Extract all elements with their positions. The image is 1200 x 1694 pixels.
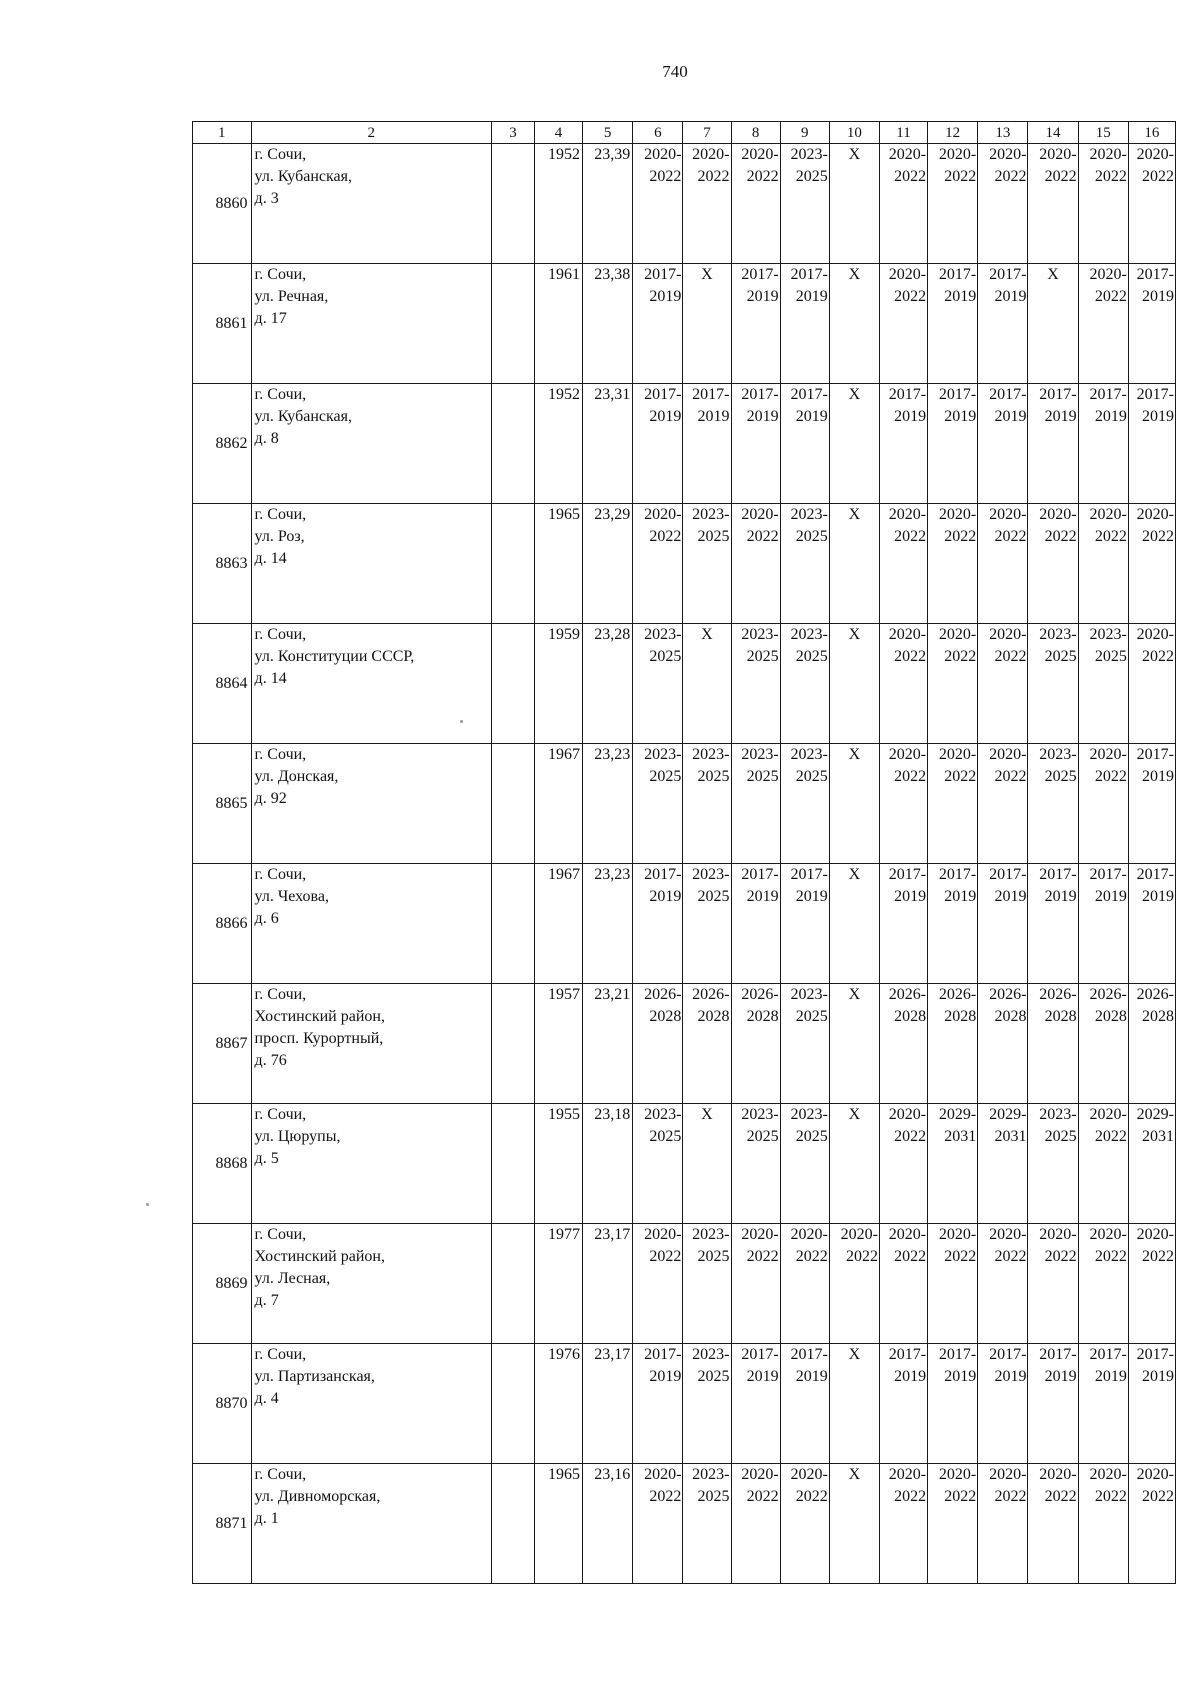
address-cell [251,744,492,864]
period-cell: 2023- 2025 [683,1344,731,1464]
period-cell: 2020- 2022 [1028,504,1078,624]
period-cell: 2023- 2025 [780,624,829,744]
period-cell: 2020- 2022 [928,144,978,264]
address-line: ул. Дивноморская, [254,1488,381,1505]
period-cell: 2020- 2022 [978,744,1028,864]
address-line: г. Сочи, [254,386,307,403]
value-cell: 23,31 [583,384,633,504]
address-line: ул. Речная, [254,288,329,305]
column-number-header: 1 [193,122,252,144]
period-cell: 2020- 2022 [1128,1224,1175,1344]
period-cell: 2020- 2022 [1078,1104,1128,1224]
period-cell: 2020- 2022 [879,1224,927,1344]
address-line: д. 76 [254,1052,287,1069]
address-cell [251,1464,492,1584]
period-cell: 2020- 2022 [683,144,731,264]
period-cell: 2020- 2022 [1078,1224,1128,1344]
address-line: ул. Лесная, [254,1270,331,1287]
column-number-header: 5 [583,122,633,144]
address-line: просп. Курортный, [254,1030,384,1047]
table-row [193,504,1176,624]
address-line: д. 7 [254,1292,279,1309]
period-cell: 2023- 2025 [683,504,731,624]
column-number-header: 10 [829,122,879,144]
address-line: г. Сочи, [254,986,307,1003]
period-cell: 2017- 2019 [1078,1344,1128,1464]
table-row [193,864,1176,984]
period-cell: 2020- 2022 [978,1464,1028,1584]
address-cell [251,984,492,1104]
period-cell: 2020- 2022 [879,744,927,864]
row-number: 8870 [193,1344,252,1464]
period-cell: 2020- 2022 [1078,744,1128,864]
period-cell: 2017- 2019 [879,1344,927,1464]
period-cell: 2017- 2019 [928,264,978,384]
address-line: г. Сочи, [254,266,307,283]
value-cell: 23,38 [583,264,633,384]
address-line: ул. Донская, [254,768,339,785]
period-cell: 2023- 2025 [633,624,683,744]
period-cell: 2023- 2025 [683,1224,731,1344]
address-line: ул. Цюрупы, [254,1128,341,1145]
period-cell: 2020- 2022 [879,264,927,384]
column-3-cell [492,1344,535,1464]
address-line: ул. Кубанская, [254,168,352,185]
period-cell: 2017- 2019 [633,264,683,384]
period-cell: 2020- 2022 [731,1464,780,1584]
column-3-cell [492,624,535,744]
address-cell [251,1344,492,1464]
period-cell: 2023- 2025 [683,744,731,864]
period-cell: 2020- 2022 [633,1224,683,1344]
period-cell: 2023- 2025 [633,1104,683,1224]
address-line: ул. Роз, [254,528,305,545]
year-cell: 1977 [534,1224,582,1344]
column-number-header: 3 [492,122,535,144]
period-cell: 2017- 2019 [731,384,780,504]
period-cell: 2023- 2025 [780,144,829,264]
period-cell: 2023- 2025 [1028,744,1078,864]
period-cell: 2026- 2028 [633,984,683,1104]
period-cell: 2026- 2028 [928,984,978,1104]
period-cell: 2020- 2022 [1078,1464,1128,1584]
row-number: 8863 [193,504,252,624]
period-cell: 2017- 2019 [978,1344,1028,1464]
row-number: 8868 [193,1104,252,1224]
value-cell: 23,21 [583,984,633,1104]
period-cell: 2017- 2019 [633,1344,683,1464]
register-body [193,144,1176,1584]
period-cell: 2017- 2019 [731,264,780,384]
table-row [193,984,1176,1104]
period-cell: 2017- 2019 [731,1344,780,1464]
address-line: г. Сочи, [254,1346,307,1363]
row-number: 8869 [193,1224,252,1344]
period-cell: 2020- 2022 [1028,144,1078,264]
address-line: Хостинский район, [254,1008,385,1025]
year-cell: 1959 [534,624,582,744]
period-cell: X [683,264,731,384]
period-cell: 2023- 2025 [731,624,780,744]
period-cell: 2017- 2019 [1128,264,1175,384]
address-line: г. Сочи, [254,1106,307,1123]
period-cell: 2023- 2025 [1028,1104,1078,1224]
address-line: г. Сочи, [254,506,307,523]
period-cell: 2017- 2019 [780,864,829,984]
period-cell: 2026- 2028 [978,984,1028,1104]
column-number-header: 16 [1128,122,1175,144]
column-number-header: 12 [928,122,978,144]
period-cell: 2017- 2019 [1128,1344,1175,1464]
value-cell: 23,23 [583,864,633,984]
address-cell [251,1224,492,1344]
period-cell: 2017- 2019 [978,864,1028,984]
period-cell: 2017- 2019 [1128,744,1175,864]
year-cell: 1955 [534,1104,582,1224]
period-cell: 2017- 2019 [1128,864,1175,984]
period-cell: 2020- 2022 [978,144,1028,264]
table-row [193,1464,1176,1584]
period-cell: 2017- 2019 [1078,864,1128,984]
period-cell: 2023- 2025 [683,864,731,984]
period-cell: 2017- 2019 [879,864,927,984]
address-cell [251,504,492,624]
period-cell: 2023- 2025 [780,744,829,864]
period-cell: 2020- 2022 [928,624,978,744]
period-cell: 2020- 2022 [879,1104,927,1224]
column-number-header-row [193,122,1176,144]
row-number: 8860 [193,144,252,264]
period-cell: 2020- 2022 [1128,1464,1175,1584]
period-cell: 2020- 2022 [978,1224,1028,1344]
address-line: г. Сочи, [254,1466,307,1483]
period-cell: 2017- 2019 [1078,384,1128,504]
period-cell: 2020- 2022 [731,1224,780,1344]
period-cell: 2023- 2025 [780,504,829,624]
period-cell: 2017- 2019 [633,864,683,984]
period-cell: 2017- 2019 [928,384,978,504]
period-cell: 2020- 2022 [780,1224,829,1344]
value-cell: 23,28 [583,624,633,744]
address-line: ул. Чехова, [254,888,329,905]
column-3-cell [492,504,535,624]
value-cell: 23,17 [583,1344,633,1464]
period-cell: 2020- 2022 [978,624,1028,744]
address-cell [251,624,492,744]
table-row [193,144,1176,264]
column-number-header: 6 [633,122,683,144]
column-3-cell [492,144,535,264]
period-cell: X [829,504,879,624]
address-cell [251,1104,492,1224]
period-cell: 2023- 2025 [1078,624,1128,744]
column-number-header: 14 [1028,122,1078,144]
period-cell: 2023- 2025 [731,744,780,864]
period-cell: X [829,624,879,744]
period-cell: X [829,984,879,1104]
column-3-cell [492,744,535,864]
period-cell: 2020- 2022 [780,1464,829,1584]
address-line: д. 3 [254,190,279,207]
period-cell: 2020- 2022 [1128,144,1175,264]
address-line: ул. Конституции СССР, [254,648,415,665]
scan-speck [460,720,463,723]
period-cell: 2017- 2019 [683,384,731,504]
period-cell: 2020- 2022 [879,1464,927,1584]
period-cell: 2017- 2019 [1028,384,1078,504]
period-cell: 2017- 2019 [780,384,829,504]
year-cell: 1967 [534,864,582,984]
period-cell: 2020- 2022 [879,144,927,264]
table-row [193,1224,1176,1344]
period-cell: 2020- 2022 [928,1224,978,1344]
address-line: д. 8 [254,430,279,447]
row-number: 8862 [193,384,252,504]
period-cell: 2020- 2022 [633,1464,683,1584]
value-cell: 23,16 [583,1464,633,1584]
period-cell: 2026- 2028 [879,984,927,1104]
period-cell: 2020- 2022 [1028,1464,1078,1584]
period-cell: X [829,264,879,384]
period-cell: 2020- 2022 [1078,144,1128,264]
housing-register-table [192,121,1176,1584]
period-cell: 2017- 2019 [928,864,978,984]
period-cell: X [829,864,879,984]
period-cell: 2023- 2025 [780,984,829,1104]
column-number-header: 11 [879,122,927,144]
address-line: г. Сочи, [254,146,307,163]
value-cell: 23,39 [583,144,633,264]
period-cell: 2020- 2022 [633,504,683,624]
period-cell: 2017- 2019 [1028,864,1078,984]
period-cell: 2020- 2022 [1128,624,1175,744]
column-number-header: 4 [534,122,582,144]
year-cell: 1967 [534,744,582,864]
row-number: 8867 [193,984,252,1104]
column-number-header: 9 [780,122,829,144]
period-cell: 2020- 2022 [879,624,927,744]
value-cell: 23,18 [583,1104,633,1224]
period-cell: 2017- 2019 [928,1344,978,1464]
year-cell: 1952 [534,144,582,264]
period-cell: 2023- 2025 [780,1104,829,1224]
period-cell: 2023- 2025 [731,1104,780,1224]
period-cell: 2020- 2022 [1128,504,1175,624]
row-number: 8865 [193,744,252,864]
period-cell: 2017- 2019 [780,1344,829,1464]
column-number-header: 8 [731,122,780,144]
column-3-cell [492,1224,535,1344]
period-cell: 2026- 2028 [1028,984,1078,1104]
table-row [193,1104,1176,1224]
period-cell: 2017- 2019 [978,384,1028,504]
column-number-header: 13 [978,122,1028,144]
period-cell: 2020- 2022 [1028,1224,1078,1344]
column-3-cell [492,984,535,1104]
year-cell: 1961 [534,264,582,384]
table-row [193,264,1176,384]
period-cell: 2020- 2022 [633,144,683,264]
period-cell: 2026- 2028 [1078,984,1128,1104]
period-cell: X [683,1104,731,1224]
address-line: д. 6 [254,910,279,927]
address-line: Хостинский район, [254,1248,385,1265]
address-cell [251,864,492,984]
table-row [193,384,1176,504]
row-number: 8866 [193,864,252,984]
address-cell [251,264,492,384]
period-cell: 2020- 2022 [928,1464,978,1584]
address-line: д. 14 [254,670,287,687]
address-line: д. 17 [254,310,287,327]
period-cell: 2017- 2019 [633,384,683,504]
period-cell: 2017- 2019 [1128,384,1175,504]
period-cell: 2017- 2019 [978,264,1028,384]
column-3-cell [492,864,535,984]
address-cell [251,144,492,264]
period-cell: 2020- 2022 [731,144,780,264]
address-line: ул. Партизанская, [254,1368,375,1385]
column-3-cell [492,384,535,504]
period-cell: 2020- 2022 [731,504,780,624]
address-line: д. 14 [254,550,287,567]
value-cell: 23,29 [583,504,633,624]
period-cell: 2020- 2022 [978,504,1028,624]
scan-speck [146,1203,149,1206]
period-cell: X [829,384,879,504]
year-cell: 1952 [534,384,582,504]
period-cell: 2020- 2022 [1078,264,1128,384]
period-cell: 2029- 2031 [978,1104,1028,1224]
address-line: г. Сочи, [254,746,307,763]
column-number-header: 2 [251,122,492,144]
row-number: 8861 [193,264,252,384]
address-line: ул. Кубанская, [254,408,352,425]
period-cell: X [829,744,879,864]
column-3-cell [492,1464,535,1584]
address-line: г. Сочи, [254,1226,307,1243]
address-line: д. 5 [254,1150,279,1167]
period-cell: 2020- 2022 [829,1224,879,1344]
period-cell: X [829,1344,879,1464]
period-cell: 2023- 2025 [633,744,683,864]
period-cell: 2026- 2028 [731,984,780,1104]
address-cell [251,384,492,504]
column-3-cell [492,264,535,384]
period-cell: 2020- 2022 [928,504,978,624]
year-cell: 1965 [534,1464,582,1584]
table-row [193,1344,1176,1464]
period-cell: 2020- 2022 [879,504,927,624]
table-row [193,744,1176,864]
period-cell: 2017- 2019 [1028,1344,1078,1464]
row-number: 8871 [193,1464,252,1584]
period-cell: 2017- 2019 [780,264,829,384]
page-number: 740 [662,62,688,81]
period-cell: X [683,624,731,744]
period-cell: 2023- 2025 [683,1464,731,1584]
year-cell: 1976 [534,1344,582,1464]
row-number: 8864 [193,624,252,744]
column-number-header: 7 [683,122,731,144]
period-cell: 2020- 2022 [928,744,978,864]
period-cell: 2020- 2022 [1078,504,1128,624]
period-cell: 2029- 2031 [928,1104,978,1224]
period-cell: 2026- 2028 [683,984,731,1104]
period-cell: X [1028,264,1078,384]
table-row [193,624,1176,744]
period-cell: X [829,1464,879,1584]
address-line: г. Сочи, [254,866,307,883]
value-cell: 23,23 [583,744,633,864]
address-line: г. Сочи, [254,626,307,643]
period-cell: X [829,1104,879,1224]
period-cell: 2023- 2025 [1028,624,1078,744]
year-cell: 1957 [534,984,582,1104]
period-cell: X [829,144,879,264]
column-number-header: 15 [1078,122,1128,144]
value-cell: 23,17 [583,1224,633,1344]
period-cell: 2026- 2028 [1128,984,1175,1104]
address-line: д. 4 [254,1390,279,1407]
address-line: д. 92 [254,790,287,807]
period-cell: 2017- 2019 [731,864,780,984]
period-cell: 2017- 2019 [879,384,927,504]
period-cell: 2029- 2031 [1128,1104,1175,1224]
address-line: д. 1 [254,1510,279,1527]
column-3-cell [492,1104,535,1224]
year-cell: 1965 [534,504,582,624]
